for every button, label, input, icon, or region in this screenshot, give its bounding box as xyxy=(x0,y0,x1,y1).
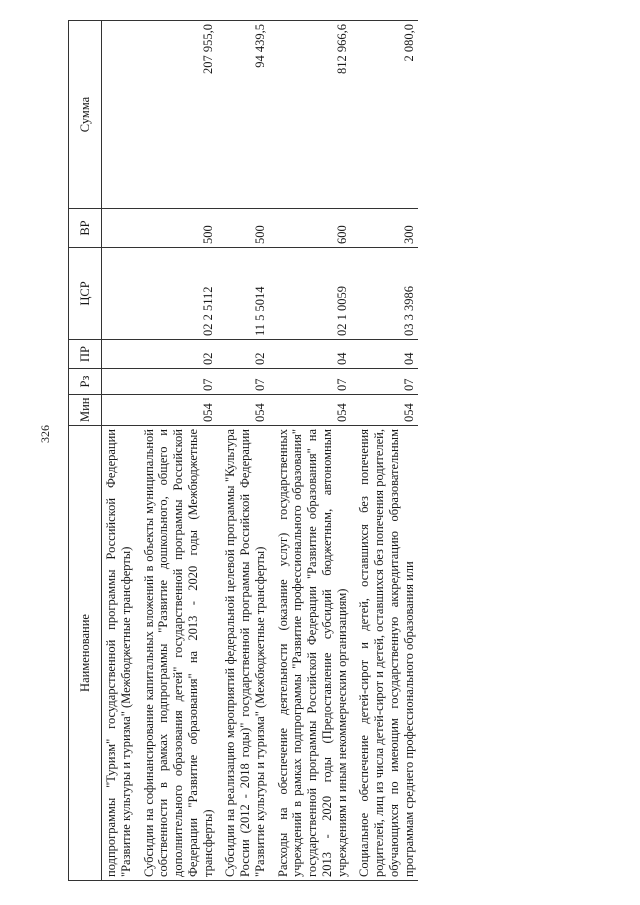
row-vr: 600 xyxy=(270,209,352,248)
row-csr: 03 3 3986 xyxy=(351,248,418,340)
row-pr: 02 xyxy=(136,340,218,369)
row-min: 054 xyxy=(217,395,269,426)
header-vr: ВР xyxy=(69,209,102,248)
table-row xyxy=(270,21,352,881)
row-sum: 94 439,5 xyxy=(217,21,269,209)
table-header-row xyxy=(69,21,102,881)
row-pr: 04 xyxy=(351,340,418,369)
header-sum: Сумма xyxy=(69,21,102,209)
row-sum: 2 080,0 xyxy=(351,21,418,209)
row-name: Субсидии на реализацию мероприятий федеральной целевой программы "Культура России (2012 - 2018 годы)" государственной программы Российской Федерации "Развитие культуры и туризма" (Межбюджетные трансферты) xyxy=(217,426,269,881)
page-number: 326 xyxy=(38,425,52,443)
row-vr: 500 xyxy=(136,209,218,248)
row-name: Расходы на обеспечение деятельности (оказание услуг) государственных учреждений в рамках подпрограммы "Развитие профессионального образования" государственной программы Российской Федерации "Развитие образования" на 2013 - 2020 годы (Предоставление субсидий бюджетным, автономным учреждениям и иным некоммерческим организациям) xyxy=(270,426,352,881)
row-name: Социальное обеспечение детей-сирот и детей, оставшихся без попечения родителей, лиц из числа детей-сирот и детей, оставшихся без попечения родителей, обучающихся по имеющим государственную аккредитацию образовательным программам среднего профессионального образования или xyxy=(351,426,418,881)
row-pr: 04 xyxy=(270,340,352,369)
row-rz: 07 xyxy=(351,369,418,395)
header-name: Наименование xyxy=(69,426,102,881)
row-min xyxy=(102,395,136,426)
row-sum xyxy=(102,21,136,209)
budget-table xyxy=(68,20,418,881)
table-row xyxy=(351,21,418,881)
header-pr: ПР xyxy=(69,340,102,369)
header-rz: Рз xyxy=(69,369,102,395)
row-sum: 207 955,0 xyxy=(136,21,218,209)
row-rz xyxy=(102,369,136,395)
row-name: Субсидии на софинансирование капитальных вложений в объекты муниципальной собственности в рамках подпрограммы "Развитие дошкольного, общего и дополнительного образования детей" государственной программы Российской Федерации "Развитие образования" на 2013 - 2020 годы (Межбюджетные трансферты) xyxy=(136,426,218,881)
table-row xyxy=(102,21,136,881)
row-min: 054 xyxy=(270,395,352,426)
table-row xyxy=(217,21,269,881)
row-rz: 07 xyxy=(136,369,218,395)
header-csr: ЦСР xyxy=(69,248,102,340)
row-min: 054 xyxy=(351,395,418,426)
row-csr: 02 2 5112 xyxy=(136,248,218,340)
row-sum: 812 966,6 xyxy=(270,21,352,209)
row-rz: 07 xyxy=(217,369,269,395)
row-pr: 02 xyxy=(217,340,269,369)
row-csr: 11 5 5014 xyxy=(217,248,269,340)
row-vr xyxy=(102,209,136,248)
row-csr xyxy=(102,248,136,340)
row-name: подпрограммы "Туризм" государственной программы Российской Федерации "Развитие культуры и туризма" (Межбюджетные трансферты) xyxy=(102,426,136,881)
table-row xyxy=(136,21,218,881)
row-vr: 300 xyxy=(351,209,418,248)
header-min: Мин xyxy=(69,395,102,426)
row-pr xyxy=(102,340,136,369)
row-rz: 07 xyxy=(270,369,352,395)
row-csr: 02 1 0059 xyxy=(270,248,352,340)
row-min: 054 xyxy=(136,395,218,426)
row-vr: 500 xyxy=(217,209,269,248)
